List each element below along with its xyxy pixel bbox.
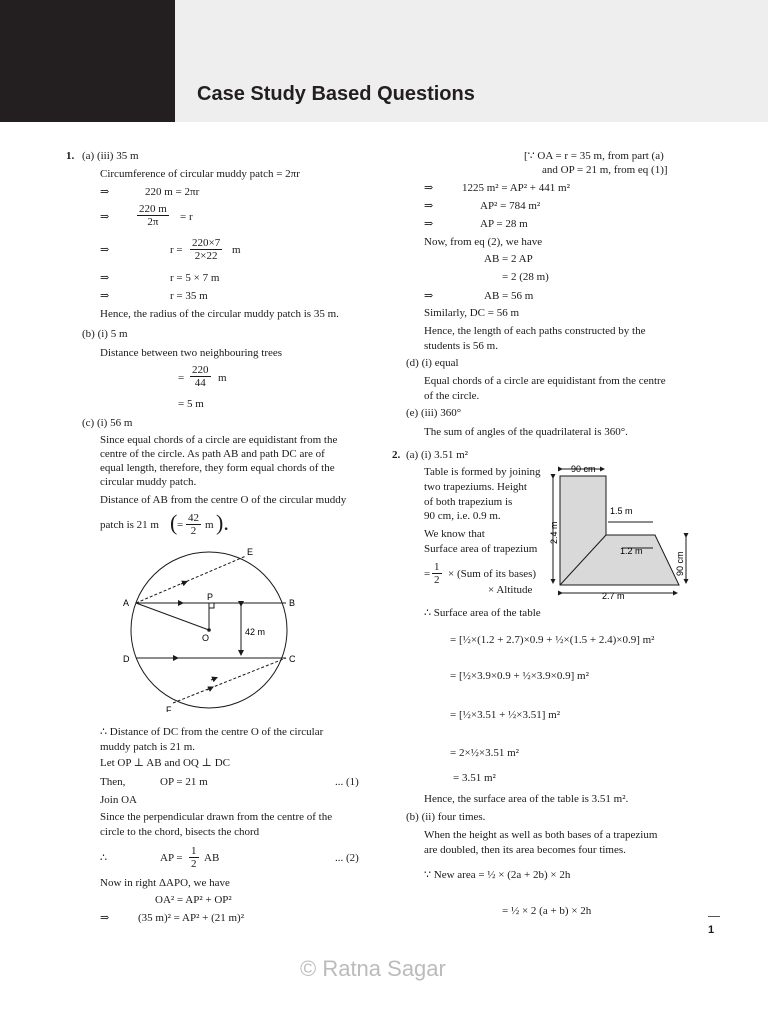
paren-open: ( [170,510,178,535]
implies-symbol: ⇒ [100,211,110,223]
line-ao [136,603,209,630]
text-line: muddy patch is 21 m. [100,741,196,753]
equation-line: = [½×(1.2 + 2.7)×0.9 + ½×(1.5 + 2.4)×0.9] m² [450,634,655,646]
equation-line: r = [170,244,183,256]
equation-line: AB = 56 m [484,290,534,302]
equation-line: = ½ × 2 (a + b) × 2h [502,905,592,917]
equals-sign: = [424,568,431,580]
equation-line: r = 5 × 7 m [170,272,220,284]
equation-line: = 3.51 m² [453,772,496,784]
text-line: Hence, the length of each paths constructed by the [424,325,646,337]
page-title: Case Study Based Questions [197,83,475,105]
text-line: of both trapezium is [424,496,513,508]
equation-line: = 2 (28 m) [502,271,549,283]
text-line: Circumference of circular muddy patch = 2πr [100,168,300,180]
answer-line: (b) (ii) four times. [406,811,486,823]
label-c: C [289,654,296,664]
centre-point [207,628,211,632]
text-line: [∵ OA = r = 35 m, from part (a) [524,150,664,162]
text-line: equal length, therefore, they form equal chords of the [100,462,335,474]
text-line: The sum of angles of the quadrilateral is 360°. [424,426,628,438]
page-number: 1 [708,924,715,936]
text-line: of the circle. [424,390,480,402]
right-angle-mark [209,603,214,608]
label-f: F [166,705,172,712]
equation-line: r = 35 m [170,290,208,302]
text-line: Since the perpendicular drawn from the centre of the [100,811,333,823]
equation-line: AP = [160,852,183,864]
implies-symbol: ⇒ [100,290,110,302]
text-line: Since equal chords of a circle are equidistant from the [100,434,338,446]
circle-diagram [115,540,315,712]
text-line: Now in right ΔAPO, we have [100,877,230,889]
therefore-symbol: ∴ [100,852,107,864]
fraction: $\frac{220}{44}$ [192,364,209,389]
answer-line: (e) (iii) 360° [406,407,462,419]
equation-line: AB = 2 AP [484,253,533,265]
equation-line: AP = 28 m [480,218,528,230]
answer-line: (c) (i) 56 m [82,417,133,429]
watermark: © Ratna Sagar [300,956,446,981]
label-top: 90 cm [571,464,596,474]
text-line: are doubled, then its area becomes four times. [424,844,626,856]
path-arrow [207,687,213,690]
table-shape [560,476,679,585]
text-line: Hence, the radius of the circular muddy patch is 35 m. [100,308,339,320]
label-a: A [123,598,130,608]
table-diagram [548,460,694,602]
implies-symbol: ⇒ [424,290,434,302]
equation-line: OA² = AP² + OP² [155,894,232,906]
text-line: Now, from eq (2), we have [424,236,543,248]
implies-symbol: ⇒ [100,244,110,256]
label-d: D [123,654,130,664]
equals-sign: = [178,372,185,384]
fraction: $\frac{42}{2}$ [188,512,199,537]
label-bottom: 2.7 m [602,591,625,601]
label-e: E [247,547,254,557]
equation-line: 220 m = 2πr [145,186,200,198]
text-line: When the height as well as both bases of a trapezium [424,829,658,841]
label-o: O [202,633,210,643]
text-line: two trapeziums. Height [424,481,527,493]
equation-line: = 5 m [178,398,204,410]
label-42m: 42 m [245,627,266,637]
text-line: 90 cm, i.e. 0.9 m. [424,510,501,522]
unit: m [232,244,241,256]
text-line: Table is formed by joining [424,466,541,478]
text-line: We know that [424,528,485,540]
text-line: centre of the circle. As path AB and path DC are of [100,448,325,460]
implies-symbol: ⇒ [100,912,110,924]
equation-line: 1225 m² = AP² + 441 m² [462,182,570,194]
text-line: × Altitude [488,584,533,596]
implies-symbol: ⇒ [100,272,110,284]
equation-line: (35 m)² = AP² + (21 m)² [138,912,245,924]
unit: m [218,372,227,384]
equation-line: OP = 21 m [160,776,208,788]
fraction: $\frac{220\times 7}{2\times 22}$ [192,237,221,262]
text-line: ∴ Distance of DC from the centre O of the circular [100,726,324,738]
dashed-line-ae [136,556,246,603]
fraction: $\frac{220 m}{2\pi}$ [139,203,167,228]
equation-line: AP² = 784 m² [480,200,541,212]
path-arrow [181,582,187,585]
text-line: × (Sum of its bases) [448,568,537,580]
label-b: B [289,598,296,608]
text-line: Distance of AB from the centre O of the circular muddy [100,494,347,506]
answer-line: (b) (i) 5 m [82,328,128,340]
implies-symbol: ⇒ [424,200,434,212]
equation-line: = 2×½×3.51 m² [450,747,519,759]
implies-symbol: ⇒ [424,182,434,194]
label-inner: 1.2 m [620,546,643,556]
text-line: circular muddy patch. [100,476,197,488]
text-line: Let OP ⊥ AB and OQ ⊥ DC [100,757,230,769]
equation-line: = [½×3.9×0.9 + ½×3.9×0.9] m² [450,670,589,682]
text-line: Hence, the surface area of the table is 3.51 m². [424,793,629,805]
fraction: $\frac{1}{2}$ [434,561,440,586]
text-line: students is 56 m. [424,340,498,352]
page-number-rule [708,916,720,917]
question-number: 2. [392,449,401,461]
unit: m [205,519,214,531]
text-line: Join OA [100,794,137,806]
implies-symbol: ⇒ [100,186,110,198]
answer-line: (a) (i) 3.51 m² [406,449,468,461]
answer-line: (d) (i) equal [406,357,459,369]
equation-tag: ... (2) [335,852,359,864]
text-line: Surface area of trapezium [424,543,538,555]
label-left: 2.4 m [549,521,559,544]
equation-line: ∵ New area = ½ × (2a + 2b) × 2h [424,869,571,881]
equation-line: = [½×3.51 + ½×3.51] m² [450,709,560,721]
label-mid: 1.5 m [610,506,633,516]
question-number: 1. [66,150,75,162]
equation-line: AB [204,852,220,864]
text-line: ∴ Surface area of the table [424,607,541,619]
label-p: P [207,592,214,602]
text-line: circle to the chord, bisects the chord [100,826,260,838]
paren-close: ). [216,510,229,535]
text-line: patch is 21 m [100,519,159,531]
text-line: Then, [100,776,126,788]
text-line: Equal chords of a circle are equidistant from the centre [424,375,666,387]
implies-symbol: ⇒ [424,218,434,230]
path-arrow [211,678,217,681]
answer-line: (a) (iii) 35 m [82,150,139,162]
header-corner-block [0,0,175,122]
text-line: Distance between two neighbouring trees [100,347,283,359]
equals-sign: = [177,519,184,531]
equation-line: Similarly, DC = 56 m [424,307,520,319]
equation-line: = r [180,211,193,223]
fraction: $\frac{1}{2}$ [191,845,197,870]
equation-tag: ... (1) [335,776,359,788]
text-line: and OP = 21 m, from eq (1)] [542,164,668,176]
label-right: 90 cm [675,551,685,576]
